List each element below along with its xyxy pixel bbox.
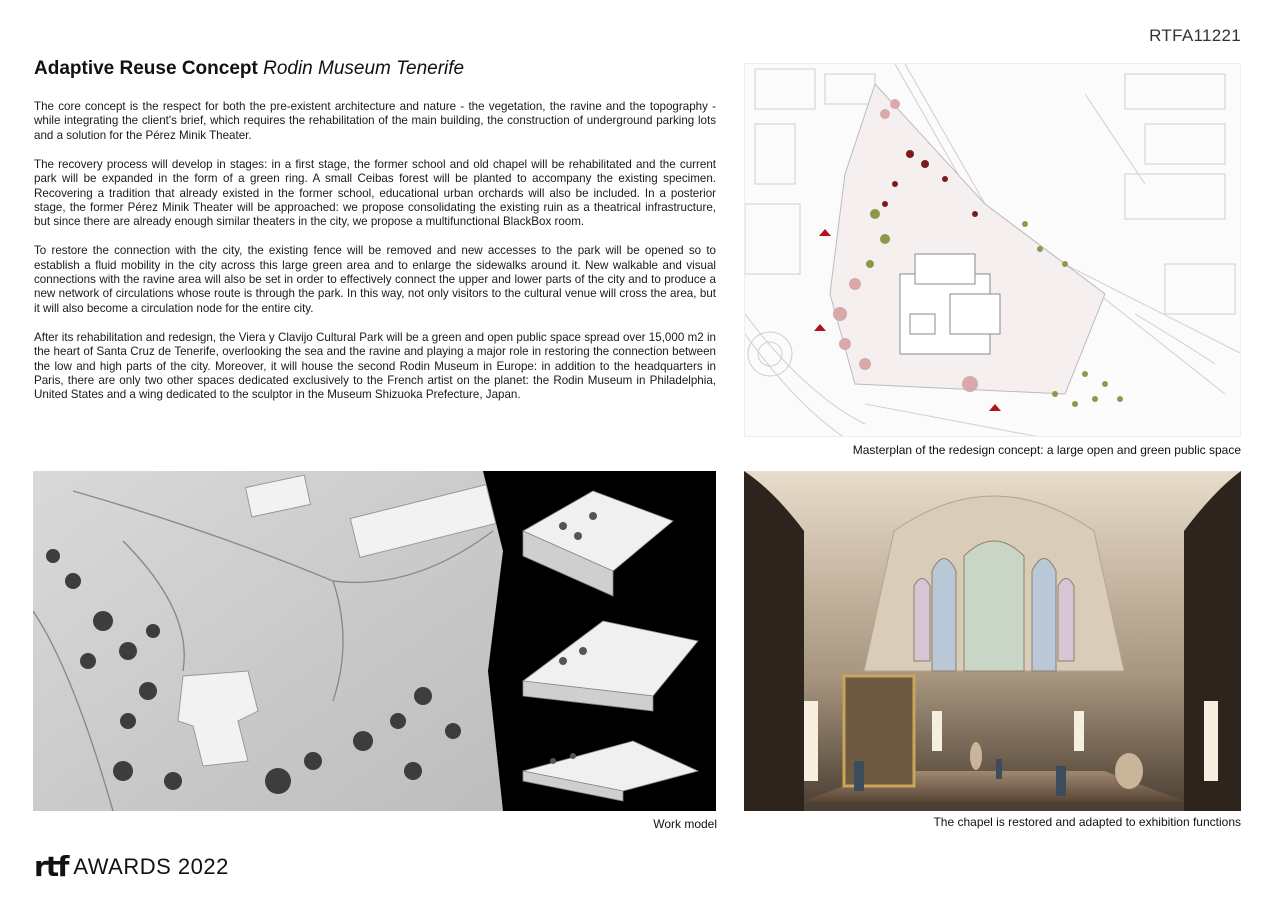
work-model-caption: Work model xyxy=(653,817,717,831)
work-model-image xyxy=(33,471,716,811)
paragraph-4: After its rehabilitation and redesign, the Viera y Clavijo Cultural Park will be a green and open public space spread over 15,000 m2 in the heart of Santa Cruz de Tenerife, overlooking the sea and the ravine and playing a major role in restoring the connection between the low and high parts of the city. Moreover, it will house the second Rodin Museum in Europe: in addition to the headquarters in Paris, there are only two other spaces dedicated exclusively to the French artist on the planet: the Rodin Museum in Philadelphia, United States and a wing dedicated to the sculptor in the Museum Shizuoka Prefecture, Japan. xyxy=(34,330,716,402)
project-code: RTFA11221 xyxy=(1149,26,1241,45)
chapel-render-image xyxy=(744,471,1241,811)
masterplan-drawing xyxy=(745,64,1241,437)
description-text xyxy=(34,100,716,417)
title-bold: Adaptive Reuse Concept xyxy=(34,58,258,79)
title-italic: Rodin Museum Tenerife xyxy=(263,58,465,79)
paragraph-3: To restore the connection with the city, the existing fence will be removed and new accesses to the park will be opened so to establish a fluid mobility in the city across this large green area and to enlarge the sidewalks around it. New walkable and visual connections with the ravine area will also be set in order to effectively connect the upper and lower parts of the city and to produce a new network of circulations whose route is through the park. In this way, not only visitors to the cultural venue will cross the area, but it will also become a circulation node for the entire city. xyxy=(34,244,716,315)
masterplan-image xyxy=(744,63,1241,437)
masterplan-caption: Masterplan of the redesign concept: a large open and green public space xyxy=(852,443,1241,457)
awards-logo xyxy=(34,850,229,883)
awards-label: AWARDS 2022 xyxy=(73,853,229,879)
page-title xyxy=(34,58,464,80)
paragraph-2: The recovery process will develop in stages: in a first stage, the former school and old chapel will be rehabilitated and the current park will be expanded in the form of a green ring. A small Ceibas forest will be planted to accompany the existing specimen. Recovering a tradition that already existed in the former school, educational urban orchards will also be included. In a posterior stage, the former Pérez Minik Theater will be approached: we propose consolidating the existing ruin as a theatrical infrastructure, but since there are already enough similar theaters in the city, we propose a multifunctional BlackBox room. xyxy=(34,157,716,229)
chapel-caption: The chapel is restored and adapted to exhibition functions xyxy=(933,815,1241,829)
chapel-render-drawing xyxy=(744,471,1241,811)
rtf-logo-mark: rtf xyxy=(34,850,68,883)
paragraph-1: The core concept is the respect for both the pre-existent architecture and nature - the vegetation, the ravine and the topography - while integrating the client's brief, which requires the rehabilitation of the main building, the construction of underground parking lots and a solution for the Pérez Minik Theater. xyxy=(34,100,716,142)
work-model-drawing xyxy=(33,471,716,811)
